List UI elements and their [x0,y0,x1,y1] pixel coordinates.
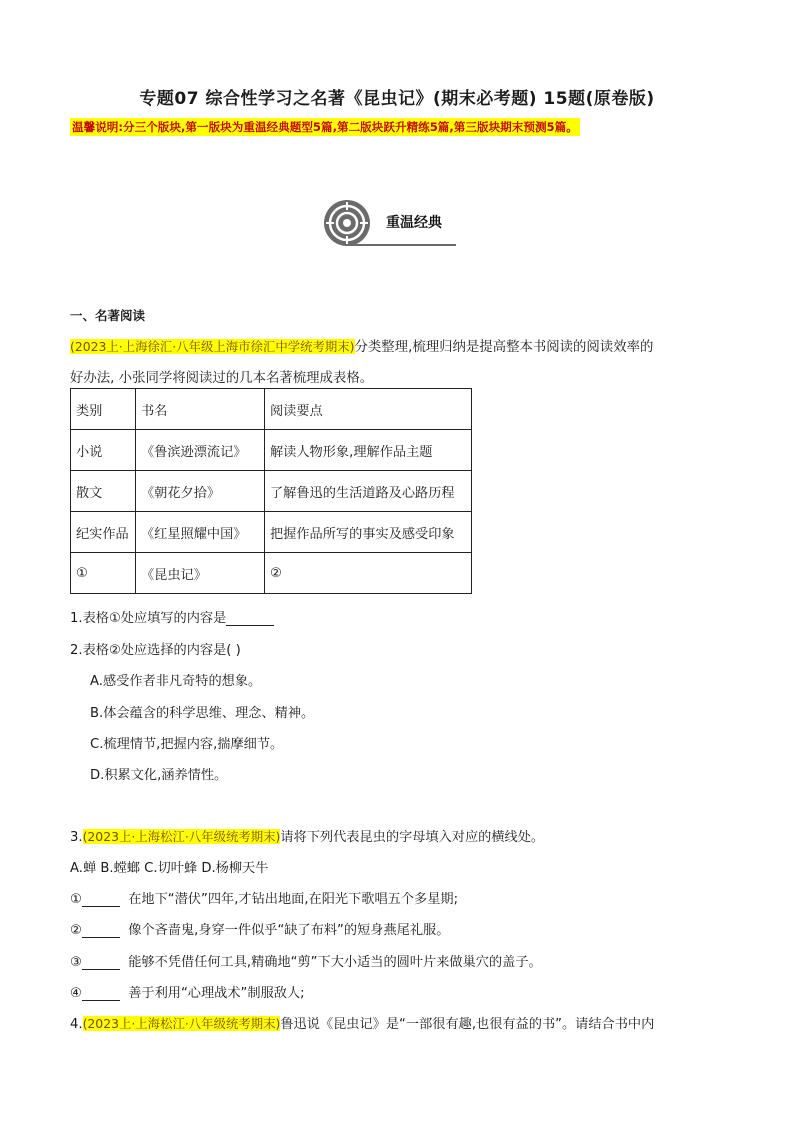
table-cell: 把握作品所写的事实及感受印象 [265,512,472,553]
table-header-row [71,389,472,430]
table-cell: 了解鲁迅的生活道路及心路历程 [265,471,472,512]
table-cell: ① [71,553,136,594]
table-cell: 小说 [71,430,136,471]
table-row [71,512,472,553]
table-cell: 解读人物形象,理解作品主题 [265,430,472,471]
item-text: 善于利用“心理战术”制服敌人; [128,986,305,1001]
question-3-text: 请将下列代表昆虫的字母填入对应的横线处。 [280,830,545,845]
item-text: 能够不凭借任何工具,精确地“剪”下大小适当的圆叶片来做巢穴的盖子。 [128,955,542,970]
item-text: 在地下“潜伏”四年,才钻出地面,在阳光下歌唱五个多星期; [128,892,459,907]
question-2: 2.表格②处应选择的内容是( ) [70,643,241,658]
item-mark: ② [70,923,82,938]
question-intro-text-2: 好办法, 小张同学将阅读过的几本名著梳理成表格。 [70,371,374,386]
answer-blank[interactable] [82,922,120,938]
answer-blank[interactable] [226,610,274,626]
table-row [71,471,472,512]
item-text: 像个吝啬鬼,身穿一件似乎“缺了布料”的短身燕尾礼服。 [128,923,450,938]
answer-blank[interactable] [82,891,120,907]
page-title: 专题07 综合性学习之名著《昆虫记》(期末必考题) 15题(原卷版) [139,89,655,109]
option-d[interactable]: D.积累文化,涵养情性。 [90,768,228,783]
option-b[interactable]: B.体会蕴含的科学思维、理念、精神。 [90,706,315,721]
table-row [71,430,472,471]
question-1-text: 1.表格①处应填写的内容是 [70,611,227,626]
table-cell: 《红星照耀中国》 [136,512,265,553]
section-heading: 一、名著阅读 [70,308,146,323]
answer-blank[interactable] [82,954,120,970]
question-intro-text-1: 分类整理,梳理归纳是提高整本书阅读的阅读效率的 [354,340,654,355]
question-4-num: 4. [70,1017,83,1032]
answer-blank[interactable] [82,985,120,1001]
table-cell: 纪实作品 [71,512,136,553]
table-cell: 《昆虫记》 [136,553,265,594]
section-badge-label: 重温经典 [386,215,442,231]
question-source: (2023上·上海松江·八年级统考期末) [82,1016,281,1031]
option-a[interactable]: A.感受作者非凡奇特的想象。 [90,674,262,689]
book-table [70,388,472,594]
question-3-item-1 [70,888,458,907]
item-mark: ④ [70,986,82,1001]
table-cell: ② [265,553,472,594]
question-3-item-3 [70,951,542,970]
question-3 [70,826,544,845]
question-1 [70,607,274,626]
question-source: (2023上·上海徐汇·八年级上海市徐汇中学统考期末) [70,339,355,354]
question-4 [70,1013,654,1032]
question-3-choices: A.蝉 B.螳螂 C.切叶蜂 D.杨柳天牛 [70,861,269,876]
item-mark: ③ [70,955,82,970]
table-header-cell: 类别 [71,389,136,430]
notice-banner: 温馨说明:分三个版块,第一版块为重温经典题型5篇,第二版块跃升精练5篇,第三版块期末预测5篇。 [72,120,578,134]
section-badge [322,198,462,250]
table-cell: 散文 [71,471,136,512]
option-c[interactable]: C.梳理情节,把握内容,揣摩细节。 [90,737,284,752]
question-intro [70,331,730,394]
table-header-cell: 书名 [136,389,265,430]
item-mark: ① [70,892,82,907]
table-cell: 《鲁滨逊漂流记》 [136,430,265,471]
table-cell: 《朝花夕拾》 [136,471,265,512]
question-4-text: 鲁迅说《昆虫记》是“一部很有趣,也很有益的书”。请结合书中内 [280,1017,655,1032]
question-3-item-2 [70,919,449,938]
target-icon [324,200,370,246]
question-3-num: 3. [70,830,83,845]
question-source: (2023上·上海松江·八年级统考期末) [82,829,281,844]
section-badge-underline [346,244,456,246]
question-3-item-4 [70,982,305,1001]
table-row [71,553,472,594]
table-header-cell: 阅读要点 [265,389,472,430]
